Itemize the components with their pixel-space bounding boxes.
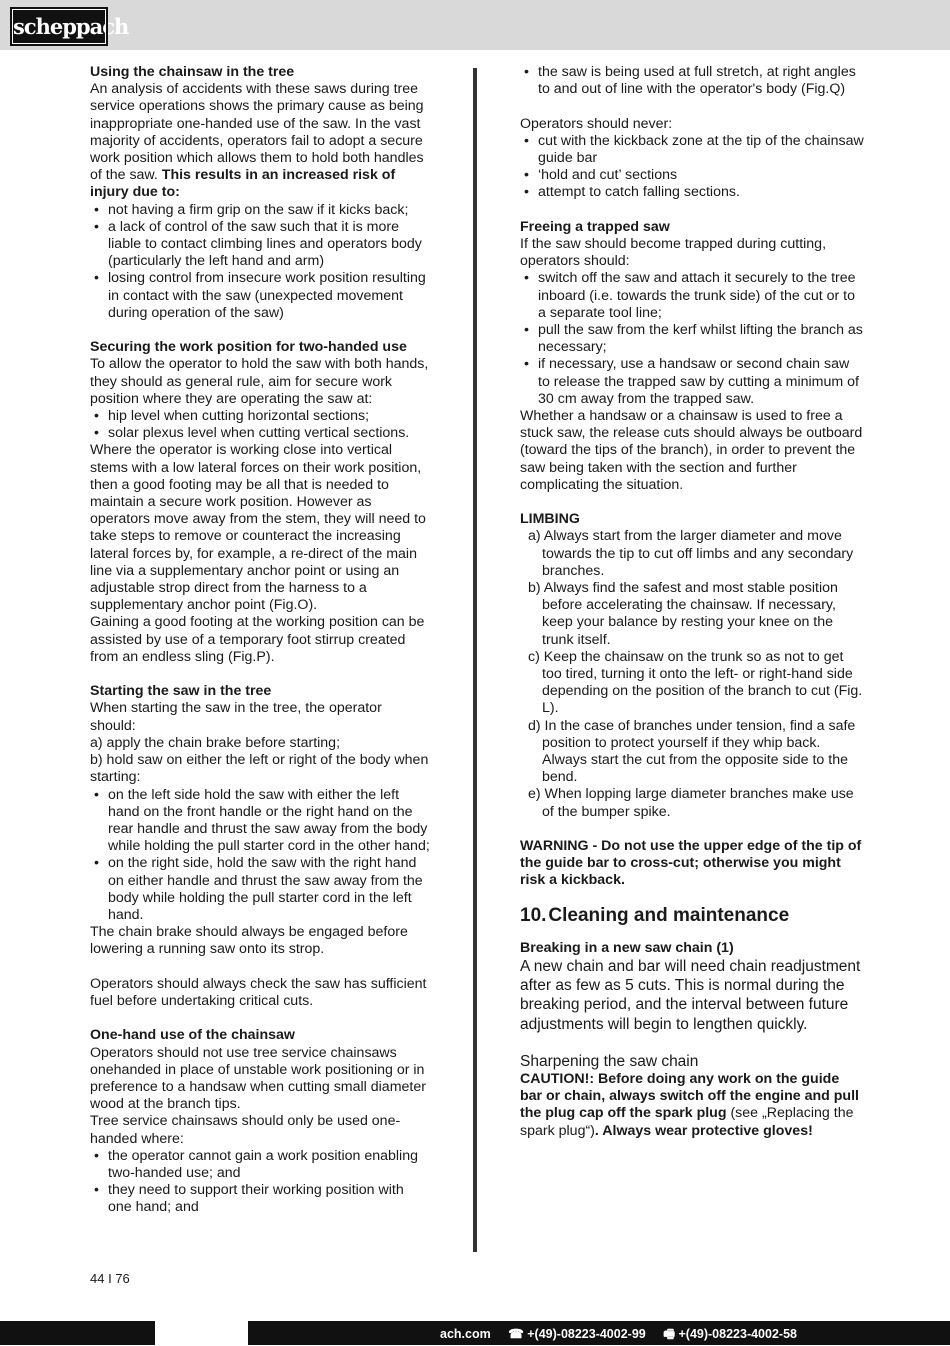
paragraph: If the saw should become trapped during cutting, operators should:	[520, 236, 827, 270]
list-item: • hip level when cutting horizontal sections;	[90, 408, 430, 425]
paragraph: Operators should never:	[520, 115, 673, 132]
list-item: d) In the case of branches under tension, find a safe position to protect yourself if they whip back. Always start the cut from the opposite side to the bend.	[528, 717, 856, 786]
list-item: • ‘hold and cut’ sections	[520, 167, 865, 184]
list-item: • the saw is being used at full stretch, at right angles to and out of line with the operator's body (Fig.Q)	[520, 64, 865, 98]
brand-logo: scheppach	[12, 9, 106, 44]
footer-spacer	[155, 1321, 248, 1345]
heading-sharpening: Sharpening the saw chain	[520, 1053, 699, 1071]
list-item: • pull the saw from the kerf whilst lifting the branch as necessary;	[520, 322, 865, 356]
list-item: • a lack of control of the saw such that it is more liable to contact climbing lines and operators body (particularly the left hand and arm)	[90, 219, 430, 271]
section-title: Cleaning and maintenance	[548, 904, 790, 926]
list-item: • cut with the kickback zone at the tip of the chainsaw guide bar	[520, 133, 865, 167]
heading-breaking-in: Breaking in a new saw chain (1)	[520, 939, 734, 956]
heading-securing-work-position: Securing the work position for two-handed use	[90, 339, 407, 356]
list-item: • on the right side, hold the saw with the right hand on either handle and thrust the saw away from the body while holding the pull starter cord in the left hand.	[90, 855, 430, 924]
list-item: • not having a firm grip on the saw if it kicks back;	[90, 202, 430, 219]
footer-contact	[440, 1325, 811, 1346]
bullet-list	[90, 787, 430, 925]
phone-number: ☎ +(49)-08223-4002-99	[508, 1327, 646, 1341]
column-divider	[473, 68, 477, 1252]
paragraph: A new chain and bar will need chain readjustment after as few as 5 cuts. This is normal during the breaking period, and the interval between future adjustments will begin to lengthen quickly.	[520, 957, 861, 1033]
paragraph: Tree service chainsaws should only be used one-handed where:	[90, 1113, 401, 1147]
paragraph: When starting the saw in the tree, the operator should:	[90, 700, 382, 734]
list-item: • attempt to catch falling sections.	[520, 184, 865, 201]
left-column	[90, 64, 430, 1217]
paragraph: b) hold saw on either the left or right of the body when starting:	[90, 752, 429, 786]
list-item: a) Always start from the larger diameter and move towards the tip to cut off limbs and any secondary branches.	[528, 528, 854, 579]
paragraph: Gaining a good footing at the working position can be assisted by use of a temporary foot stirrup created from an endless sling (Fig.P).	[90, 614, 425, 665]
bullet-list	[520, 133, 865, 202]
caution-end: . Always wear protective gloves!	[594, 1122, 813, 1139]
bullet-list	[90, 408, 430, 442]
caution-text	[520, 1071, 865, 1140]
page-header	[0, 0, 950, 50]
paragraph: The chain brake should always be engaged before lowering a running saw onto its strop.	[90, 924, 408, 958]
page-footer	[0, 1321, 950, 1345]
section-number: 10.	[520, 904, 547, 926]
bullet-list	[90, 1148, 430, 1217]
list-item: b) Always find the safest and most stable position before accelerating the chainsaw. If necessary, keep your balance by resting your knee on the trunk itself.	[528, 580, 838, 648]
bullet-list	[520, 64, 865, 98]
paragraph: a) apply the chain brake before starting;	[90, 734, 341, 751]
website-link[interactable]: ach.com	[440, 1327, 491, 1341]
list-item: • switch off the saw and attach it securely to the tree inboard (i.e. towards the trunk side) of the cut or to a separate tool line;	[520, 270, 865, 322]
paragraph: To allow the operator to hold the saw with both hands, they should as general rule, aim for secure work position where they are operating the saw at:	[90, 356, 429, 407]
list-item: • the operator cannot gain a work position enabling two-handed use; and	[90, 1148, 430, 1182]
list-item: • if necessary, use a handsaw or second chain saw to release the trapped saw by cutting a minimum of 30 cm away from the trapped saw.	[520, 356, 865, 408]
paragraph: Operators should always check the saw has sufficient fuel before undertaking critical cuts.	[90, 975, 427, 1009]
paragraph	[90, 81, 430, 201]
section-heading	[520, 904, 865, 928]
bullet-list	[90, 202, 430, 322]
heading-freeing-trapped-saw: Freeing a trapped saw	[520, 218, 670, 235]
list-item: c) Keep the chainsaw on the trunk so as not to get too tired, turning it onto the left- or right-hand side depending on the position of the branch to cut (Fig. L).	[528, 648, 863, 717]
warning-text: WARNING - Do not use the upper edge of the tip of the guide bar to cross-cut; otherwise you might risk a kickback.	[520, 838, 862, 889]
heading-one-hand-use: One-hand use of the chainsaw	[90, 1027, 295, 1044]
list-item: • losing control from insecure work position resulting in contact with the saw (unexpected movement during operation of the saw)	[90, 270, 430, 322]
list-item: • solar plexus level when cutting vertical sections.	[90, 425, 430, 442]
right-column	[520, 64, 865, 1140]
paragraph: Where the operator is working close into vertical stems with a low lateral forces on their work position, then a good footing may be all that is needed to maintain a secure work position. However as operators move away from the stem, they will need to take steps to remove or counteract the increasing lateral forces by, for example, a re-direct of the main line via a supplementary anchor point or using an adjustable strop direct from the harness to a supplementary anchor point (Fig.O).	[90, 442, 426, 614]
paragraph: Whether a handsaw or a chainsaw is used to free a stuck saw, the release cuts should always be outboard (toward the tips of the branch), in order to prevent the saw being taken with the section and further complicating the situation.	[520, 408, 863, 493]
heading-limbing: LIMBING	[520, 511, 580, 528]
caution-bold: CAUTION!: Before doing any work on the guide bar or chain, always switch off the engine and pull the plug cap off the spark plug	[520, 1071, 859, 1122]
paragraph: Operators should not use tree service chainsaws onehanded in place of unstable work positioning or in preference to a handsaw when cutting small diameter wood at the branch tips.	[90, 1044, 426, 1113]
bullet-list	[520, 270, 865, 408]
page-number: 44 I 76	[90, 1271, 130, 1286]
list-item: • on the left side hold the saw with either the left hand on the front handle or the right hand on the rear handle and thrust the saw away from the body while holding the pull starter cord in the other hand;	[90, 787, 430, 856]
heading-starting-saw: Starting the saw in the tree	[90, 683, 272, 700]
list-item: e) When lopping large diameter branches make use of the bumper spike.	[528, 786, 854, 820]
list-item: • they need to support their working position with one hand; and	[90, 1182, 430, 1216]
bold-text: This results in an increased risk of injury due to:	[90, 167, 396, 201]
caution-normal: (see „Replacing the spark plug“)	[520, 1105, 854, 1139]
fax-number: 🖷 +(49)-08223-4002-58	[663, 1327, 797, 1341]
lettered-list	[520, 528, 865, 820]
heading-chainsaw-in-tree: Using the chainsaw in the tree	[90, 64, 295, 80]
paragraph-text: An analysis of accidents with these saws during tree service operations shows the primary cause as being inappropriate one-handed use of the saw. In the vast majority of accidents, operators fail to adopt a secure work position which allows them to hold both handles of the saw.	[90, 81, 424, 184]
